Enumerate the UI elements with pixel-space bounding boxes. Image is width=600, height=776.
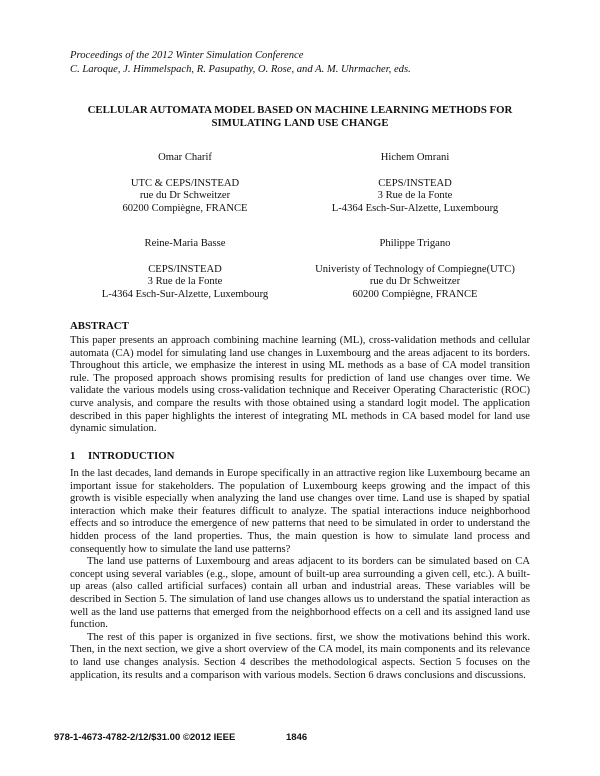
body-paragraph: The land use patterns of Luxembourg and areas adjacent to its borders can be simulated based on CA concept using several variables (e.g., slope, amount of built-up area surrounding a given cell, etc.). A built-up areas (also called artificial surfaces) contain all urban and industrial areas. These variables will be described in Section 5. The simulation of land use changes allows us to understand the spatial interaction as well as the land use patterns that emerged from the neighborhood effects on a cell and its assigned land use function. — [70, 556, 530, 631]
proceedings-header — [70, 49, 530, 76]
author-affiliation-line: L-4364 Esch-Sur-Alzette, Luxembourg — [101, 288, 269, 300]
author-name: Omar Charif — [158, 152, 212, 163]
abstract-heading: ABSTRACT — [70, 320, 129, 332]
author-affiliation-line: CEPS/INSTEAD — [378, 177, 452, 189]
author-affiliation-line: Univeristy of Technology of Compiegne(UTC) — [315, 263, 515, 275]
abstract-text: This paper presents an approach combining machine learning (ML), cross-validation methods and cellular automata (CA) model for simulating land use changes in Luxembourg and the areas adjacent to its borders. Throughout this article, we emphasize the interest in using ML methods as a base of CA model transition rule. The proposed approach shows promising results for prediction of land use changes over time. We validate the various models using cross-validation technique and Receiver Operating Characteristic (ROC) curve analysis, and compare the results with those obtained using a standard logit model. The application described in this paper highlights the interest of integrating ML methods in CA based model for land use dynamic simulation. — [70, 335, 530, 435]
author-entry — [70, 238, 300, 301]
introduction-heading — [70, 450, 530, 462]
title-line-2: SIMULATING LAND USE CHANGE — [211, 116, 389, 129]
proceedings-title: Proceedings of the 2012 Winter Simulation Conference — [70, 50, 304, 61]
abstract-section — [70, 335, 530, 436]
author-entry — [70, 152, 300, 215]
author-affiliation-line: CEPS/INSTEAD — [148, 263, 222, 275]
author-affiliation-line: 3 Rue de la Fonte — [147, 276, 223, 288]
page-footer — [54, 732, 308, 743]
author-affiliation-line: 3 Rue de la Fonte — [377, 190, 453, 202]
copyright-notice: 978-1-4673-4782-2/12/$31.00 ©2012 IEEE — [54, 732, 236, 743]
paper-title — [70, 104, 530, 129]
body-paragraph: In the last decades, land demands in Europe specifically in an attractive region like Luxembourg became an important issue for stakeholders. The population of Luxembourg keeps growing and the impact of this growth is visible especially when analyzing the land use changes over time. Land use is shaped by spatial interaction which make their features difficult to analyze. The spatial interactions induce neighborhood effects and so introduce the emergence of new patterns that need to be simulated in order to understand the hidden process of the land properties. Thus, the main question is how to simulate land process and consequently how to simulate the land use patterns? — [70, 468, 530, 555]
introduction-section — [70, 468, 530, 682]
author-affiliation-line: UTC & CEPS/INSTEAD — [130, 177, 240, 189]
author-name: Philippe Trigano — [379, 238, 451, 249]
author-affiliation-line: rue du Dr Schweitzer — [139, 190, 231, 202]
author-affiliation-line: 60200 Compiègne, FRANCE — [352, 288, 478, 300]
page-number: 1846 — [286, 732, 308, 743]
author-entry — [300, 152, 530, 215]
section-title: INTRODUCTION — [88, 450, 175, 462]
body-paragraph: The rest of this paper is organized in five sections. first, we show the motivations behind this work. Then, in the next section, we give a short overview of the CA model, its main components and its relevance to land use changes analysis. Section 4 describes the methodological aspects. Section 5 focuses on the application, its results and a comparison with various models. Section 6 draws conclusions and discussions. — [70, 631, 530, 681]
title-line-1: CELLULAR AUTOMATA MODEL BASED ON MACHINE LEARNING METHODS FOR — [87, 104, 513, 116]
section-number: 1 — [70, 450, 76, 462]
author-name: Hichem Omrani — [380, 152, 450, 163]
author-affiliation-line: 60200 Compiègne, FRANCE — [122, 202, 248, 214]
author-entry — [300, 238, 530, 301]
author-name: Reine-Maria Basse — [144, 238, 226, 249]
author-affiliation-line: L-4364 Esch-Sur-Alzette, Luxembourg — [331, 202, 499, 214]
author-affiliation-line: rue du Dr Schweitzer — [369, 276, 461, 288]
editors-line: C. Laroque, J. Himmelspach, R. Pasupathy, O. Rose, and A. M. Uhrmacher, eds. — [70, 63, 411, 75]
